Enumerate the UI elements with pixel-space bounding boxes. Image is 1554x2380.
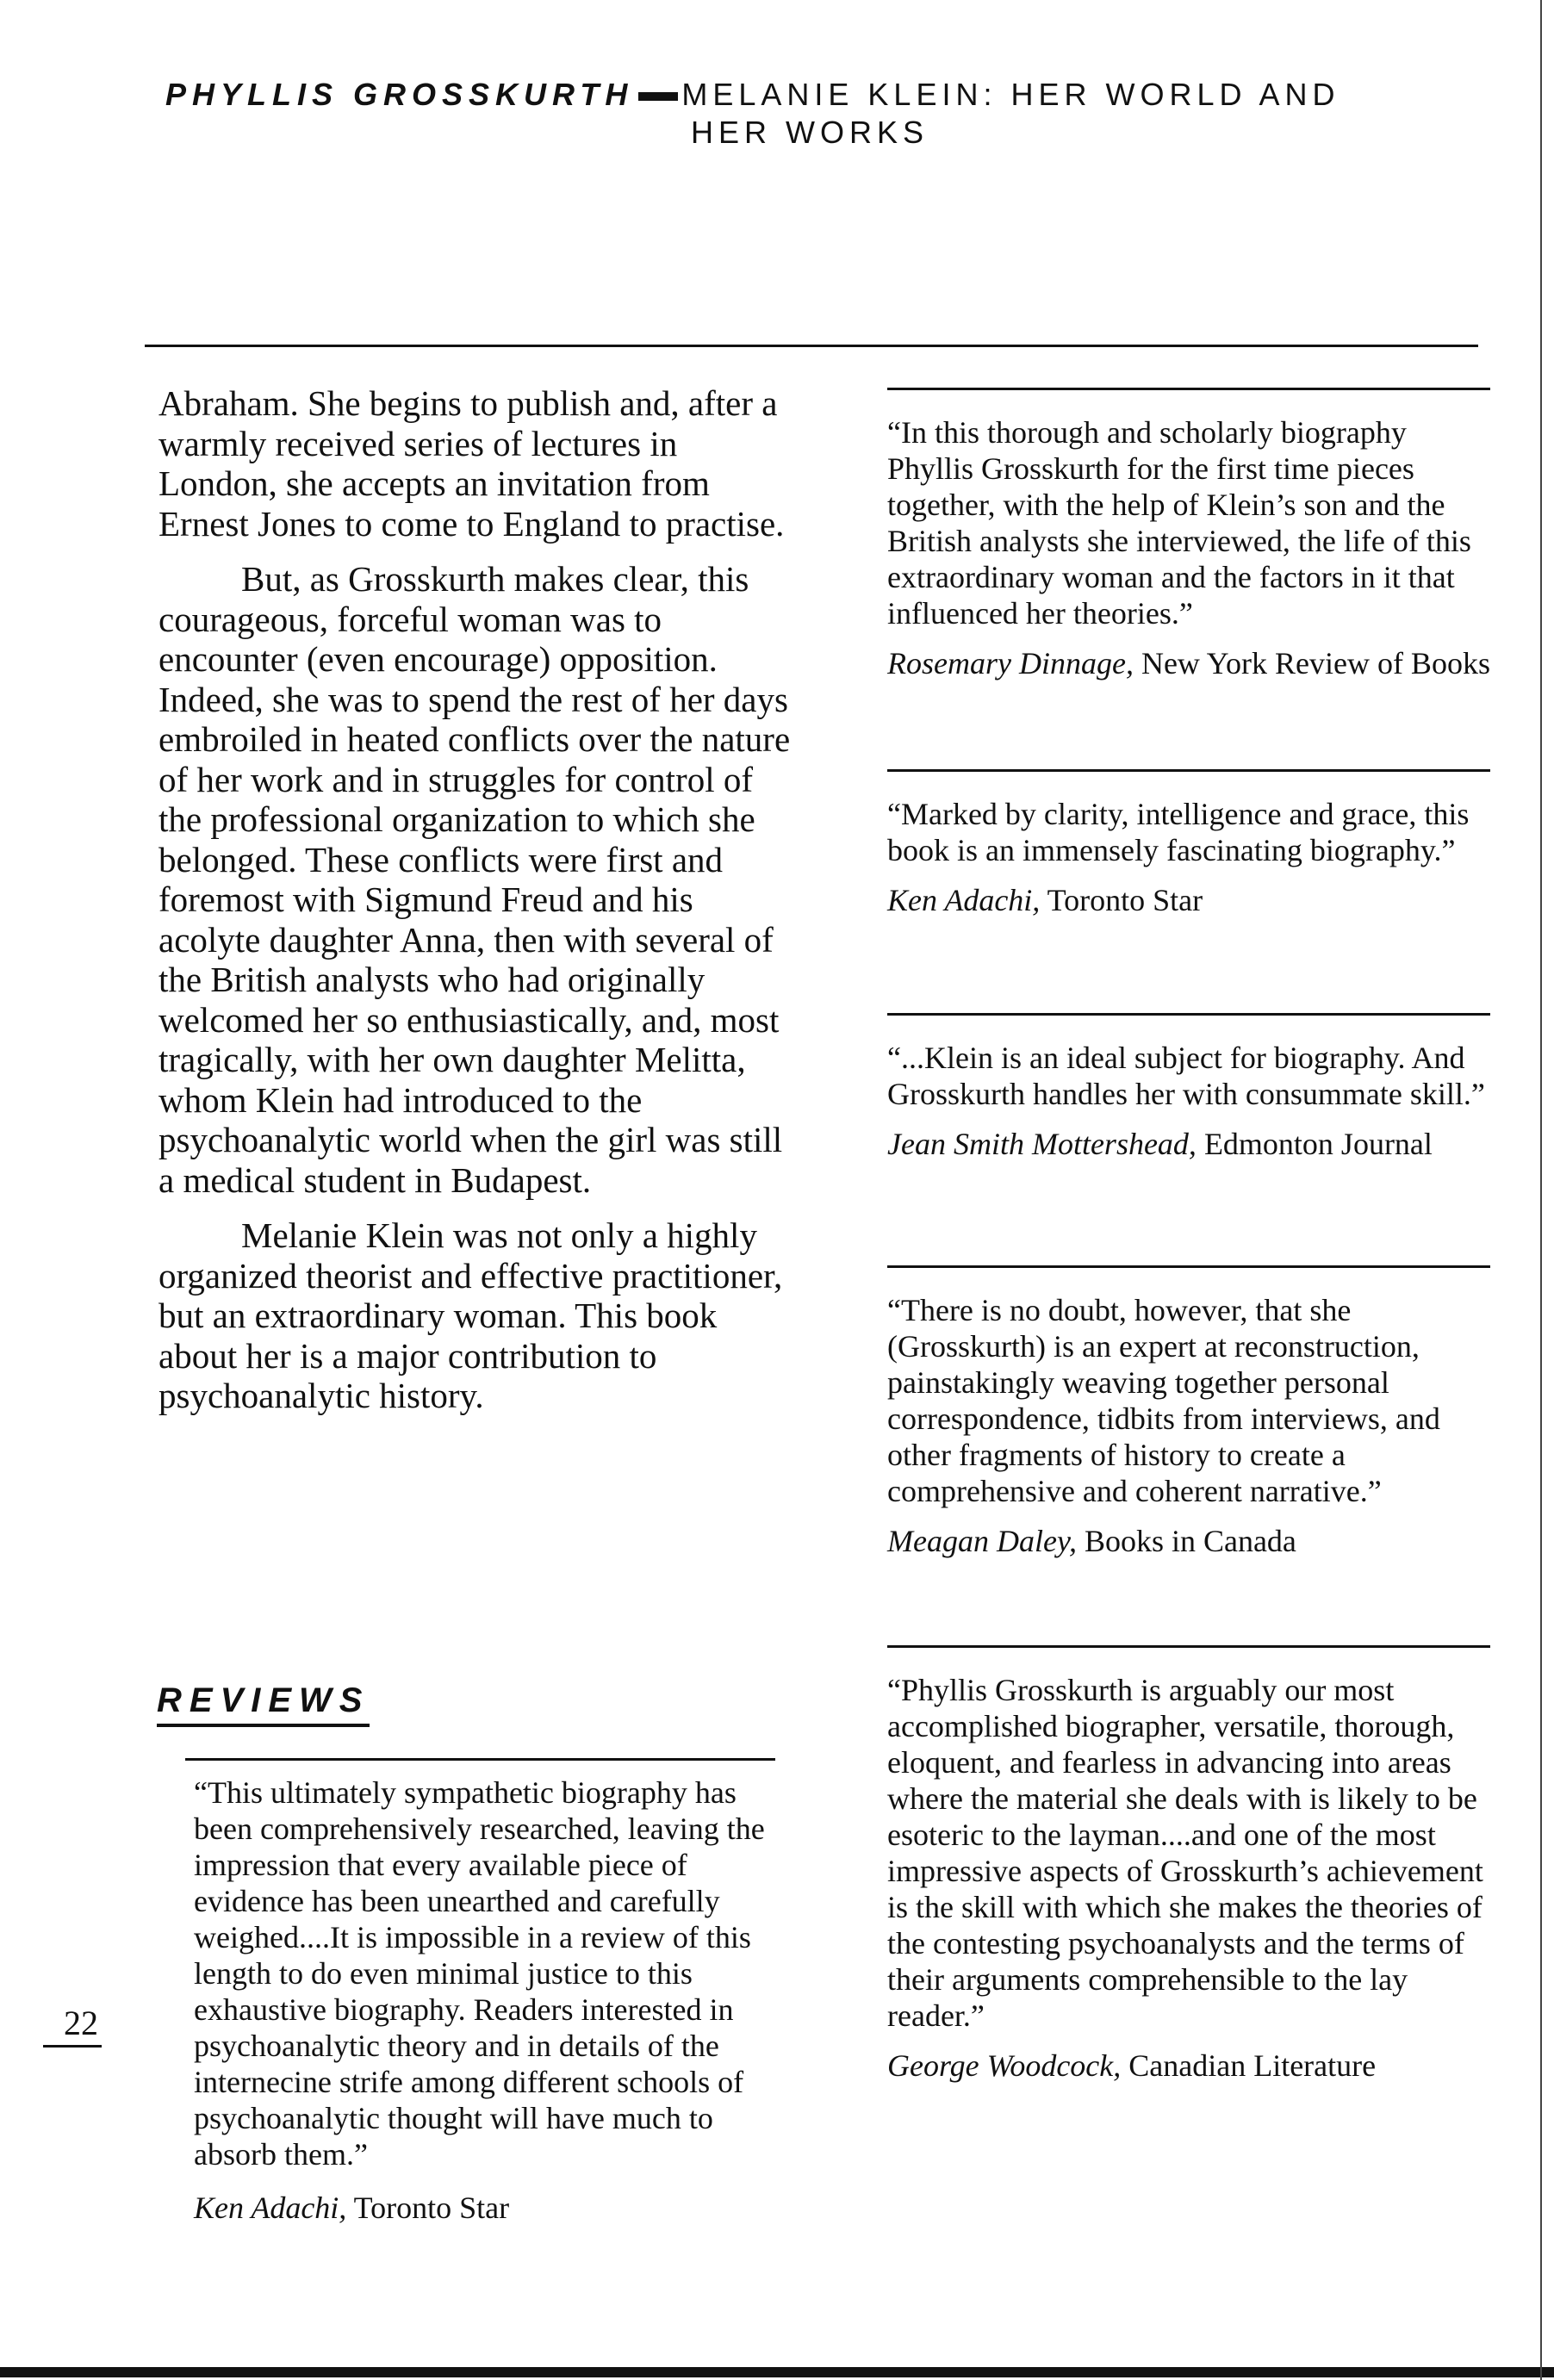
review-attribution	[887, 1523, 1490, 1559]
review-attribution	[887, 645, 1490, 681]
review-quote: “Phyllis Grosskurth is arguably our most accomplished biographer, versatile, thorough, eloquent, and fearless in advancing into areas where the material she deals with is likely to be esoteric to the layman....and one of the most impressive aspects of Grosskurth’s achievement is the skill with which she makes the theories of the contesting psychoanalysts and the terms of their arguments comprehensible to the lay reader.”	[887, 1673, 1483, 2033]
review-attribution	[887, 882, 1490, 918]
review-quote: “...Klein is an ideal subject for biography. And Grosskurth handles her with consummate skill.”	[887, 1041, 1485, 1111]
review-source: Toronto Star	[353, 2190, 510, 2225]
review-quote: “Marked by clarity, intelligence and grace, this book is an immensely fascinating biography.”	[887, 797, 1470, 867]
body-paragraph-3: Melanie Klein was not only a highly organized theorist and effective practitioner, but an extraordinary woman. This book about her is a major contribution to psychoanalytic history.	[159, 1215, 783, 1415]
reviewer-name: Ken Adachi,	[887, 883, 1041, 917]
review-quote: “In this thorough and scholarly biography Phyllis Grosskurth for the first time pieces together, with the help of Klein’s son and the British analysts she interviewed, the life of this extraordinary woman and the factors in it that influenced her theories.”	[887, 415, 1471, 631]
review-attribution	[887, 1126, 1490, 1162]
review-source: Canadian Literature	[1128, 2048, 1377, 2083]
review-left	[194, 1774, 780, 2226]
review-block	[887, 769, 1490, 1013]
header-rule	[145, 345, 1478, 347]
review-block	[887, 1265, 1490, 1645]
reviewer-name: Rosemary Dinnage,	[887, 646, 1134, 680]
page-number: 22	[43, 2003, 102, 2048]
bottom-edge-rule	[0, 2367, 1554, 2377]
header-author: PHYLLIS GROSSKURTH	[165, 77, 634, 112]
running-header	[165, 76, 1414, 152]
header-separator-bar	[638, 92, 678, 101]
reviews-heading: REVIEWS	[157, 1681, 370, 1727]
right-edge-line	[1540, 0, 1542, 2380]
review-source: New York Review of Books	[1141, 646, 1490, 680]
review-quote: “There is no doubt, however, that she (Grosskurth) is an expert at reconstruction, painstakingly weaving together personal correspondence, tidbits from interviews, and other fragments of history to create a comprehensive and coherent narrative.”	[887, 1293, 1440, 1508]
review-source: Books in Canada	[1084, 1524, 1296, 1558]
review-attribution	[887, 2048, 1490, 2084]
review-quote: “This ultimately sympathetic biography has been comprehensively researched, leaving the impression that every available piece of evidence has been unearthed and carefully weighed....It is impossible in a review of this length to do even minimal justice to this exhaustive biography. Readers interested in psychoanalytic theory and in details of the internecine strife among different schools of psychoanalytic thought will have much to absorb them.”	[194, 1775, 765, 2172]
review-attribution	[194, 2190, 780, 2226]
review-rule	[185, 1758, 775, 1761]
body-paragraph-1: Abraham. She begins to publish and, after a warmly received series of lectures in London, she accepts an invitation from Ernest Jones to come to England to practise.	[159, 383, 785, 544]
review-source: Edmonton Journal	[1203, 1127, 1433, 1161]
review-block	[887, 1013, 1490, 1265]
body-paragraph-2: But, as Grosskurth makes clear, this courageous, forceful woman was to encounter (even encourage) opposition. Indeed, she was to spend the rest of her days embroiled in heated conflicts over the nature of her work and in struggles for control of the professional organization to which she belonged. These conflicts were first and foremost with Sigmund Freud and his acolyte daughter Anna, then with several of the British analysts who had originally welcomed her so enthusiastically, and, most tragically, with her own daughter Melitta, whom Klein had introduced to the psychoanalytic world when the girl was still a medical student in Budapest.	[159, 559, 791, 1200]
left-column	[159, 383, 796, 1432]
header-title-line1: MELANIE KLEIN: HER WORLD AND	[681, 77, 1340, 112]
review-block	[887, 388, 1490, 769]
reviewer-name: Jean Smith Mottershead,	[887, 1127, 1197, 1161]
header-title-line2: HER WORKS	[691, 115, 929, 150]
review-source: Toronto Star	[1047, 883, 1203, 917]
reviewer-name: George Woodcock,	[887, 2048, 1122, 2083]
reviewer-name: Meagan Daley,	[887, 1524, 1077, 1558]
right-column	[887, 388, 1490, 2084]
reviewer-name: Ken Adachi,	[194, 2190, 347, 2225]
review-block	[887, 1645, 1490, 2084]
